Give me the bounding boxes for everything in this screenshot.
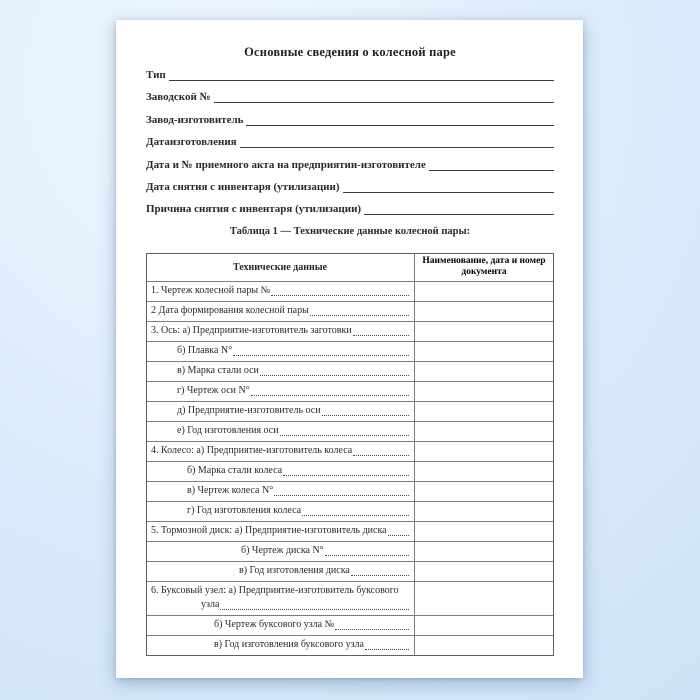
document-info-cell-empty <box>415 402 553 421</box>
dotted-leader <box>310 304 409 316</box>
form-field-row <box>146 113 554 135</box>
document-info-cell-empty <box>415 302 553 321</box>
dotted-leader <box>274 484 409 496</box>
row-label-cell <box>147 342 415 361</box>
table-row <box>147 561 553 581</box>
paper-sheet <box>116 20 583 678</box>
row-line <box>151 424 409 438</box>
field-underline <box>240 135 554 148</box>
row-line <box>151 584 409 598</box>
dotted-leader <box>302 504 409 516</box>
field-label: Завод-изготовитель <box>146 113 244 126</box>
field-label: Причина снятия с инвентаря (утилизации) <box>146 203 362 216</box>
row-text: в) Год изготовления диска <box>239 565 350 577</box>
form-field-row <box>146 68 554 90</box>
row-line <box>151 484 409 498</box>
table-row <box>147 341 553 361</box>
field-underline <box>364 202 554 215</box>
document-info-cell-empty <box>415 542 553 561</box>
table-row <box>147 461 553 481</box>
row-line <box>151 384 409 398</box>
row-line <box>151 344 409 358</box>
form-fields <box>146 68 554 225</box>
form-field-row <box>146 90 554 112</box>
row-label-cell <box>147 422 415 441</box>
dotted-leader <box>353 324 409 336</box>
row-text: 2 Дата формирования колесной пары <box>151 305 309 317</box>
document-info-cell-empty <box>415 636 553 655</box>
field-underline <box>343 180 554 193</box>
table-row <box>147 481 553 501</box>
row-label-cell <box>147 362 415 381</box>
dotted-leader <box>251 384 409 396</box>
table-header-row <box>147 254 553 281</box>
row-text: 3. Ось: а) Предприятие-изготовитель заготовки <box>151 325 352 337</box>
field-label: Датаизготовления <box>146 136 237 149</box>
table-row <box>147 361 553 381</box>
row-text: б) Чертеж диска N° <box>241 545 324 557</box>
row-line <box>151 364 409 378</box>
document-info-cell-empty <box>415 482 553 501</box>
row-label-cell <box>147 616 415 635</box>
row-label-cell <box>147 382 415 401</box>
document-info-cell-empty <box>415 616 553 635</box>
document-info-cell-empty <box>415 442 553 461</box>
row-text: в) Год изготовления буксового узла <box>214 639 364 651</box>
row-line <box>151 504 409 518</box>
dotted-leader <box>325 544 409 556</box>
field-label: Дата снятия с инвентаря (утилизации) <box>146 180 340 193</box>
table-row <box>147 635 553 655</box>
dotted-leader <box>220 598 409 610</box>
dotted-leader <box>353 444 409 456</box>
row-text: г) Чертеж оси N° <box>177 385 250 397</box>
row-line <box>151 324 409 338</box>
document-info-cell-empty <box>415 282 553 301</box>
row-line <box>151 464 409 478</box>
row-text: узла <box>201 599 220 611</box>
document-info-cell-empty <box>415 362 553 381</box>
row-line <box>151 544 409 558</box>
table-row <box>147 421 553 441</box>
table-row <box>147 615 553 635</box>
table-caption: Таблица 1 — Технические данные колесной пары: <box>229 225 471 237</box>
dotted-leader <box>283 464 409 476</box>
dotted-leader <box>322 404 409 416</box>
table-row <box>147 521 553 541</box>
form-field-row <box>146 158 554 180</box>
row-label-cell <box>147 462 415 481</box>
dotted-leader <box>233 344 409 356</box>
row-label-cell <box>147 302 415 321</box>
dotted-leader <box>280 424 409 436</box>
technical-data-table <box>146 253 554 656</box>
field-underline <box>214 90 554 103</box>
column-header-technical-data: Технические данные <box>147 254 415 281</box>
dotted-leader <box>388 524 409 536</box>
row-label-cell <box>147 402 415 421</box>
table-row <box>147 301 553 321</box>
document-title: Основные сведения о колесной паре <box>244 45 456 59</box>
field-label: Дата и № приемного акта на предприятии-изготовителе <box>146 158 426 171</box>
row-line <box>151 638 409 652</box>
dotted-leader <box>365 638 409 650</box>
document-info-cell-empty <box>415 502 553 521</box>
row-text: 6. Буксовый узел: а) Предприятие-изготовитель буксового <box>151 585 399 597</box>
row-text: 5. Тормозной диск: а) Предприятие-изготовитель диска <box>151 525 387 537</box>
row-label-cell <box>147 636 415 655</box>
column-header-document-info: Наименование, дата и номер документа <box>422 255 546 278</box>
table-row <box>147 441 553 461</box>
row-text: 1. Чертеж колесной пары № <box>151 285 271 297</box>
row-text: в) Чертеж колеса N° <box>187 485 274 497</box>
row-label-cell <box>147 522 415 541</box>
row-line <box>151 284 409 298</box>
row-line <box>151 304 409 318</box>
dotted-leader <box>260 364 409 376</box>
table-row <box>147 381 553 401</box>
document-info-cell-empty <box>415 382 553 401</box>
row-line <box>151 444 409 458</box>
row-label-cell <box>147 502 415 521</box>
row-label-cell <box>147 442 415 461</box>
page-content <box>146 20 554 656</box>
row-line <box>151 524 409 538</box>
field-underline <box>429 158 554 171</box>
row-label-cell <box>147 282 415 301</box>
table-row <box>147 581 553 615</box>
document-info-cell-empty <box>415 462 553 481</box>
row-text: е) Год изготовления оси <box>177 425 279 437</box>
row-label-cell <box>147 562 415 581</box>
row-text: д) Предприятие-изготовитель оси <box>177 405 321 417</box>
dotted-leader <box>351 564 409 576</box>
row-text: 4. Колесо: а) Предприятие-изготовитель колеса <box>151 445 353 457</box>
field-underline <box>246 113 554 126</box>
form-field-row <box>146 180 554 202</box>
document-info-cell-empty <box>415 422 553 441</box>
row-line <box>151 598 409 612</box>
row-label-cell <box>147 582 415 615</box>
row-line <box>151 404 409 418</box>
document-info-cell-empty <box>415 582 553 615</box>
document-info-cell-empty <box>415 342 553 361</box>
field-label: Заводской № <box>146 91 211 104</box>
field-underline <box>169 68 554 81</box>
table-row <box>147 321 553 341</box>
row-line <box>151 564 409 578</box>
document-info-cell-empty <box>415 322 553 341</box>
form-field-row <box>146 135 554 157</box>
row-label-cell <box>147 322 415 341</box>
row-line <box>151 618 409 632</box>
document-info-cell-empty <box>415 522 553 541</box>
table-row <box>147 541 553 561</box>
table-row <box>147 401 553 421</box>
dotted-leader <box>271 284 409 296</box>
table-row <box>147 501 553 521</box>
row-label-cell <box>147 482 415 501</box>
row-text: г) Год изготовления колеса <box>187 505 302 517</box>
row-text: в) Марка стали оси <box>177 365 259 377</box>
row-text: б) Марка стали колеса <box>187 465 283 477</box>
row-label-cell <box>147 542 415 561</box>
table-row <box>147 281 553 301</box>
row-text: б) Чертеж буксового узла № <box>214 619 335 631</box>
dotted-leader <box>335 618 409 630</box>
field-label: Тип <box>146 69 166 81</box>
document-info-cell-empty <box>415 562 553 581</box>
row-text: б) Плавка N° <box>177 345 233 357</box>
form-field-row <box>146 202 554 224</box>
